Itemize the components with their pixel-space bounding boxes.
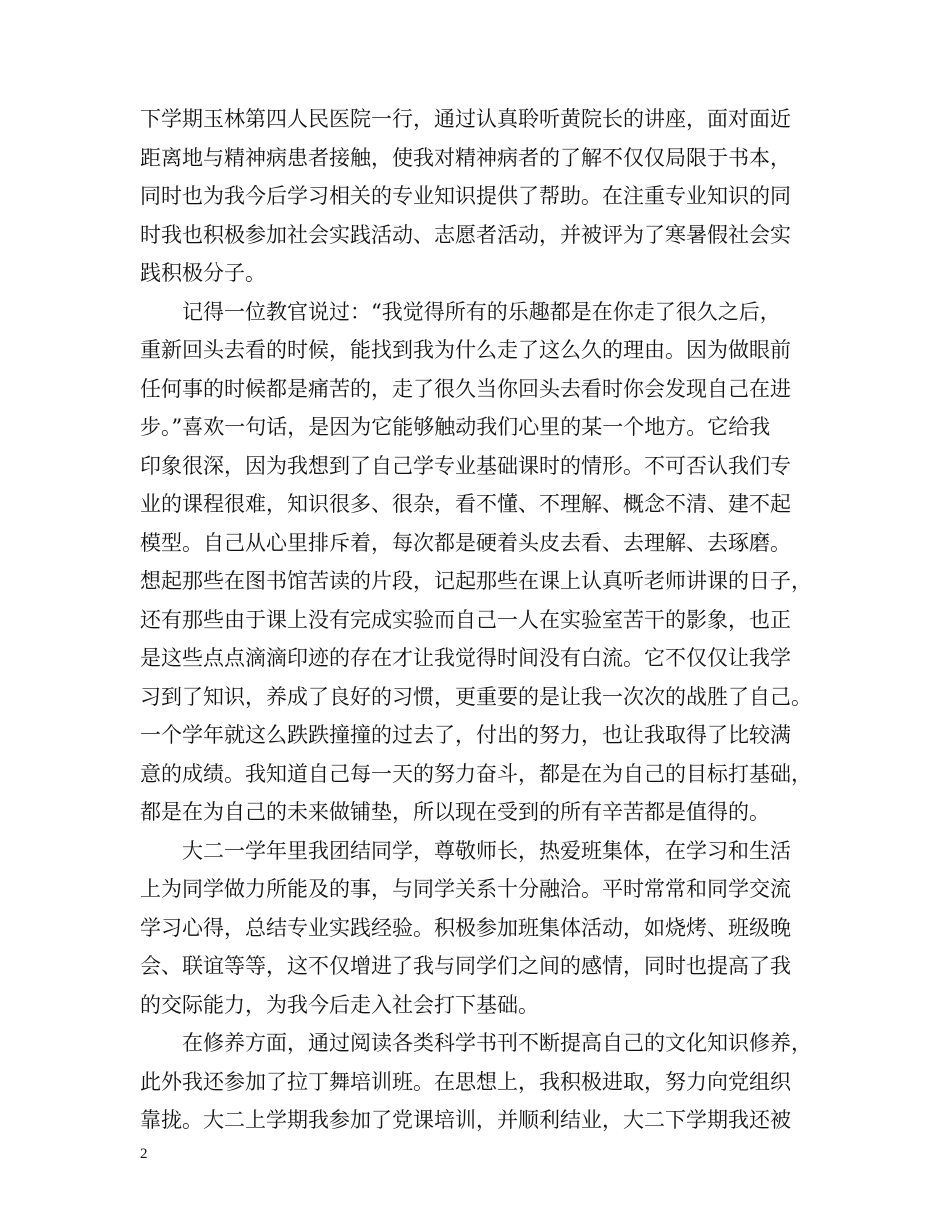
text-line: 靠拢。大二上学期我参加了党课培训，并顺利结业，大二下学期我还被 [140, 1108, 791, 1132]
text-line: 模型。自己从心里排斥着，每次都是硬着头皮去看、去理解、去琢磨。 [140, 530, 791, 555]
text-line: 业的课程很难，知识很多、很杂，看不懂、不理解、概念不清、建不起 [140, 492, 791, 516]
page-number: 2 [140, 1146, 148, 1162]
text-line: 步。”喜欢一句话，是因为它能够触动我们心里的某一个地方。它给我 [140, 415, 771, 439]
text-line: 此外我还参加了拉丁舞培训班。在思想上，我积极进取，努力向党组织 [140, 1069, 791, 1094]
text-line: 意的成绩。我知道自己每一天的努力奋斗，都是在为自己的目标打基础， [140, 761, 812, 786]
text-line: 还有那些由于课上没有完成实验而自己一人在实验室苦干的影象，也正 [140, 607, 791, 632]
text-line: 一个学年就这么跌跌撞撞的过去了，付出的努力，也让我取得了比较满 [140, 723, 791, 747]
text-line: 重新回头去看的时候，能找到我为什么走了这么久的理由。因为做眼前 [140, 338, 791, 362]
text-line: 印象很深，因为我想到了自己学专业基础课时的情形。不可否认我们专 [140, 453, 791, 478]
text-line: 想起那些在图书馆苦读的片段，记起那些在课上认真听老师讲课的日子， [140, 569, 812, 593]
text-line: 下学期玉林第四人民医院一行，通过认真聆听黄院长的讲座，面对面近 [140, 107, 791, 131]
text-line: 时我也积极参加社会实践活动、志愿者活动，并被评为了寒暑假社会实 [140, 222, 791, 247]
text-line: 是这些点点滴滴印迹的存在才让我觉得时间没有白流。它不仅仅让我学 [140, 646, 791, 670]
text-line: 距离地与精神病患者接触，使我对精神病者的了解不仅仅局限于书本， [140, 145, 791, 170]
text-line: 同时也为我今后学习相关的专业知识提供了帮助。在注重专业知识的同 [140, 184, 791, 208]
text-line: 会、联谊等等，这不仅增进了我与同学们之间的感情，同时也提高了我 [140, 954, 791, 978]
text-line: 上为同学做力所能及的事，与同学关系十分融洽。平时常常和同学交流 [140, 877, 791, 901]
body-text [140, 100, 830, 1140]
text-line: 任何事的时候都是痛苦的，走了很久当你回头去看时你会发现自己在进 [140, 376, 791, 401]
text-line: 大二一学年里我团结同学，尊敬师长，热爱班集体，在学习和生活 [140, 838, 791, 863]
text-line: 记得一位教官说过：“我觉得所有的乐趣都是在你走了很久之后， [140, 299, 781, 324]
text-line: 学习心得，总结专业实践经验。积极参加班集体活动，如烧烤、班级晚 [140, 915, 791, 940]
text-line: 的交际能力，为我今后走入社会打下基础。 [140, 992, 539, 1017]
text-line: 都是在为自己的未来做铺垫，所以现在受到的所有辛苦都是值得的。 [140, 800, 770, 824]
text-line: 习到了知识，养成了良好的习惯，更重要的是让我一次次的战胜了自己。 [140, 684, 812, 709]
text-line: 践积极分子。 [140, 261, 266, 285]
text-line: 在修养方面，通过阅读各类科学书刊不断提高自己的文化知识修养， [140, 1031, 812, 1055]
